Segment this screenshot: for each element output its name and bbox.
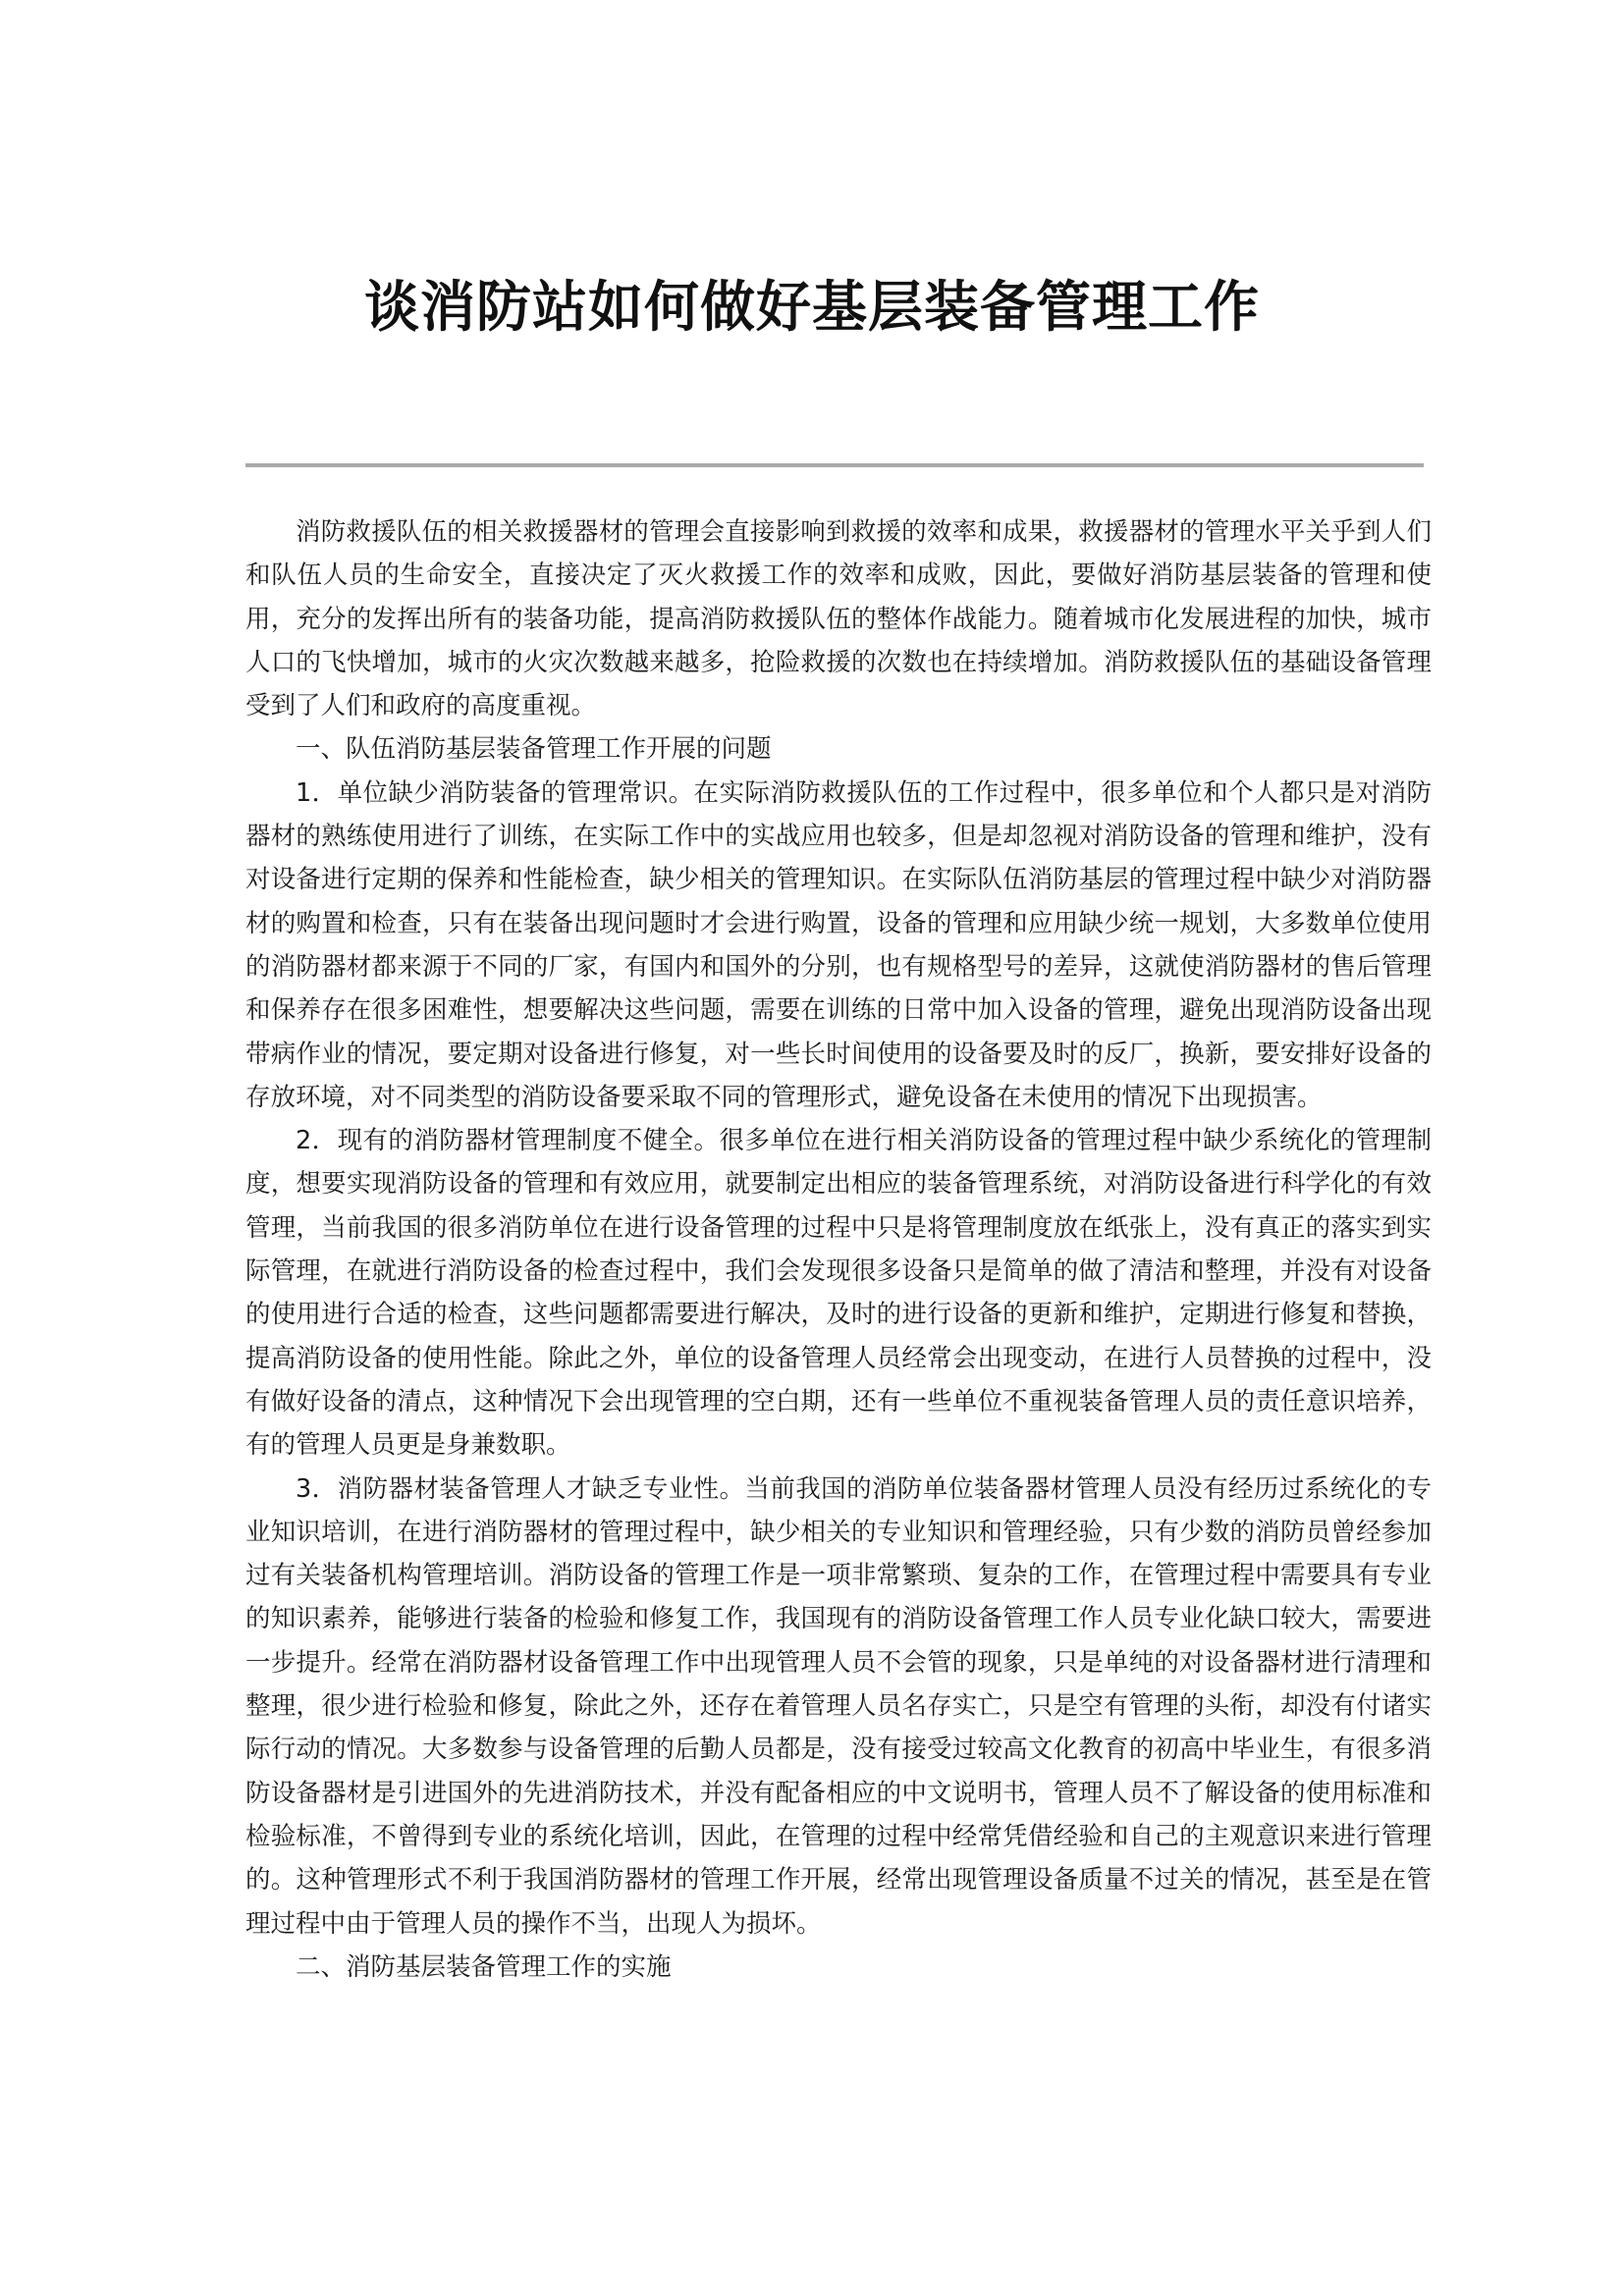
document-title: 谈消防站如何做好基层装备管理工作	[364, 276, 1260, 340]
document-body	[245, 510, 1432, 1989]
paragraph-issue-1: 1．单位缺少消防装备的管理常识。在实际消防救援队伍的工作过程中，很多单位和个人都只是对消防器材的熟练使用进行了训练，在实际工作中的实战应用也较多，但是却忽视对消防设备的管理和维护，没有对设备进行定期的保养和性能检查，缺少相关的管理知识。在实际队伍消防基层的管理过程中缺少对消防器材的购置和检查，只有在装备出现问题时才会进行购置，设备的管理和应用缺少统一规划，大多数单位使用的消防器材都来源于不同的厂家，有国内和国外的分别，也有规格型号的差异，这就使消防器材的售后管理和保养存在很多困难性，想要解决这些问题，需要在训练的日常中加入设备的管理，避免出现消防设备出现带病作业的情况，要定期对设备进行修复，对一些长时间使用的设备要及时的反厂，换新，要安排好设备的存放环境，对不同类型的消防设备要采取不同的管理形式，避免设备在未使用的情况下出现损害。	[245, 777, 1432, 1112]
paragraph-intro: 消防救援队伍的相关救援器材的管理会直接影响到救援的效率和成果，救援器材的管理水平关乎到人们和队伍人员的生命安全，直接决定了灭火救援工作的效率和成败，因此，要做好消防基层装备的管理和使用，充分的发挥出所有的装备功能，提高消防救援队伍的整体作战能力。随着城市化发展进程的加快，城市人口的飞快增加，城市的火灾次数越来越多，抢险救援的次数也在持续增加。消防救援队伍的基础设备管理受到了人们和政府的高度重视。	[245, 517, 1432, 721]
section-heading-2: 二、消防基层装备管理工作的实施	[296, 1951, 672, 1982]
title-divider	[245, 463, 1424, 467]
paragraph-issue-2: 2．现有的消防器材管理制度不健全。很多单位在进行相关消防设备的管理过程中缺少系统化的管理制度，想要实现消防设备的管理和有效应用，就要制定出相应的装备管理系统，对消防设备进行科学化的有效管理，当前我国的很多消防单位在进行设备管理的过程中只是将管理制度放在纸张上，没有真正的落实到实际管理，在就进行消防设备的检查过程中，我们会发现很多设备只是简单的做了清洁和整理，并没有对设备的使用进行合适的检查，这些问题都需要进行解决，及时的进行设备的更新和维护，定期进行修复和替换，提高消防设备的使用性能。除此之外，单位的设备管理人员经常会出现变动，在进行人员替换的过程中，没有做好设备的清点，这种情况下会出现管理的空白期，还有一些单位不重视装备管理人员的责任意识培养，有的管理人员更是身兼数职。	[245, 1126, 1432, 1461]
section-heading-1: 一、队伍消防基层装备管理工作开展的问题	[296, 734, 772, 765]
paragraph-issue-3: 3．消防器材装备管理人才缺乏专业性。当前我国的消防单位装备器材管理人员没有经历过系统化的专业知识培训，在进行消防器材的管理过程中，缺少相关的专业知识和管理经验，只有少数的消防员曾经参加过有关装备机构管理培训。消防设备的管理工作是一项非常繁琐、复杂的工作，在管理过程中需要具有专业的知识素养，能够进行装备的检验和修复工作，我国现有的消防设备管理工作人员专业化缺口较大，需要进一步提升。经常在消防器材设备管理工作中出现管理人员不会管的现象，只是单纯的对设备器材进行清理和整理，很少进行检验和修复，除此之外，还存在着管理人员名存实亡，只是空有管理的头衔，却没有付诸实际行动的情况。大多数参与设备管理的后勤人员都是，没有接受过较高文化教育的初高中毕业生，有很多消防设备器材是引进国外的先进消防技术，并没有配备相应的中文说明书，管理人员不了解设备的使用标准和检验标准，不曾得到专业的系统化培训，因此，在管理的过程中经常凭借经验和自己的主观意识来进行管理的。这种管理形式不利于我国消防器材的管理工作开展，经常出现管理设备质量不过关的情况，甚至是在管理过程中由于管理人员的操作不当，出现人为损坏。	[245, 1473, 1432, 1939]
